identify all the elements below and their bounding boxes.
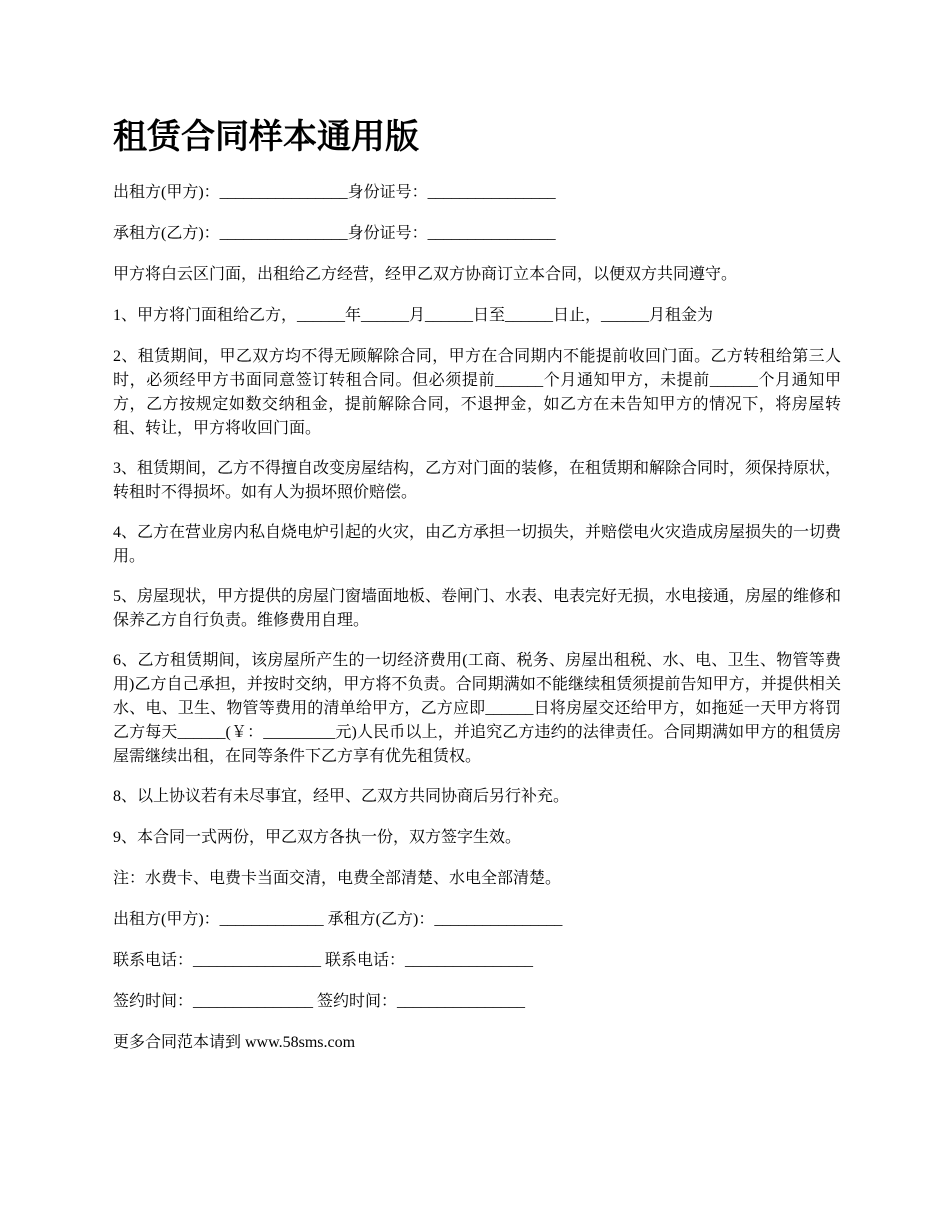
signing-date-line: 签约时间：_______________ 签约时间：________________ [113,993,526,1010]
clause-4: 4、乙方在营业房内私自烧电炉引起的火灾，由乙方承担一切损失，并赔偿电火灾造成房屋损失的一切费用。 [113,524,842,565]
contact-phone-line: 联系电话：________________ 联系电话：________________ [113,952,534,969]
lessor-line: 出租方(甲方)：________________身份证号：________________ [113,184,556,201]
document-title: 租赁合同样本通用版 [113,117,419,157]
clause-1: 1、甲方将门面租给乙方，______年______月______日至______日止，______月租金为 [113,307,714,324]
clause-8: 8、以上协议若有未尽事宜，经甲、乙双方共同协商后另行补充。 [113,788,570,805]
footer-note: 更多合同范本请到 www.58sms.com [113,1034,356,1051]
clause-9: 9、本合同一式两份，甲乙双方各执一份，双方签字生效。 [113,829,522,846]
note-line: 注：水费卡、电费卡当面交清，电费全部清楚、水电全部清楚。 [113,870,562,887]
clause-2: 2、租赁期间，甲乙双方均不得无顾解除合同，甲方在合同期内不能提前收回门面。乙方转租给第三人时，必须经甲方书面同意签订转租合同。但必须提前______个月通知甲方，未提前______个月通知甲方，乙方按规定如数交纳租金，提前解除合同，不退押金，如乙方在未告知甲方的情况下，将房屋转租、转让，甲方将收回门面。 [113,348,841,437]
document-page [113,112,841,1072]
lessee-line: 承租方(乙方)：________________身份证号：________________ [113,225,556,242]
clause-6: 6、乙方租赁期间，该房屋所产生的一切经济费用(工商、税务、房屋出租税、水、电、卫生、物管等费用)乙方自己承担，并按时交纳，甲方将不负责。合同期满如不能继续租赁须提前告知甲方，并提供相关水、电、卫生、物管等费用的清单给甲方，乙方应即______日将房屋交还给甲方，如拖延一天甲方将罚乙方每天______(￥：_________元)人民币以上，并追究乙方违约的法律责任。合同期满如甲方的租赁房屋需继续出租，在同等条件下乙方享有优先租赁权。 [113,652,841,765]
clause-5: 5、房屋现状，甲方提供的房屋门窗墙面地板、卷闸门、水表、电表完好无损，水电接通，房屋的维修和保养乙方自行负责。维修费用自理。 [113,588,842,629]
signature-parties-line: 出租方(甲方)：_____________ 承租方(乙方)：________________ [113,911,563,928]
intro-paragraph: 甲方将白云区门面，出租给乙方经营，经甲乙双方协商订立本合同，以便双方共同遵守。 [113,266,738,283]
clause-3: 3、租赁期间，乙方不得擅自改变房屋结构，乙方对门面的装修，在租赁期和解除合同时，须保持原状，转租时不得损坏。如有人为损坏照价赔偿。 [113,460,842,501]
